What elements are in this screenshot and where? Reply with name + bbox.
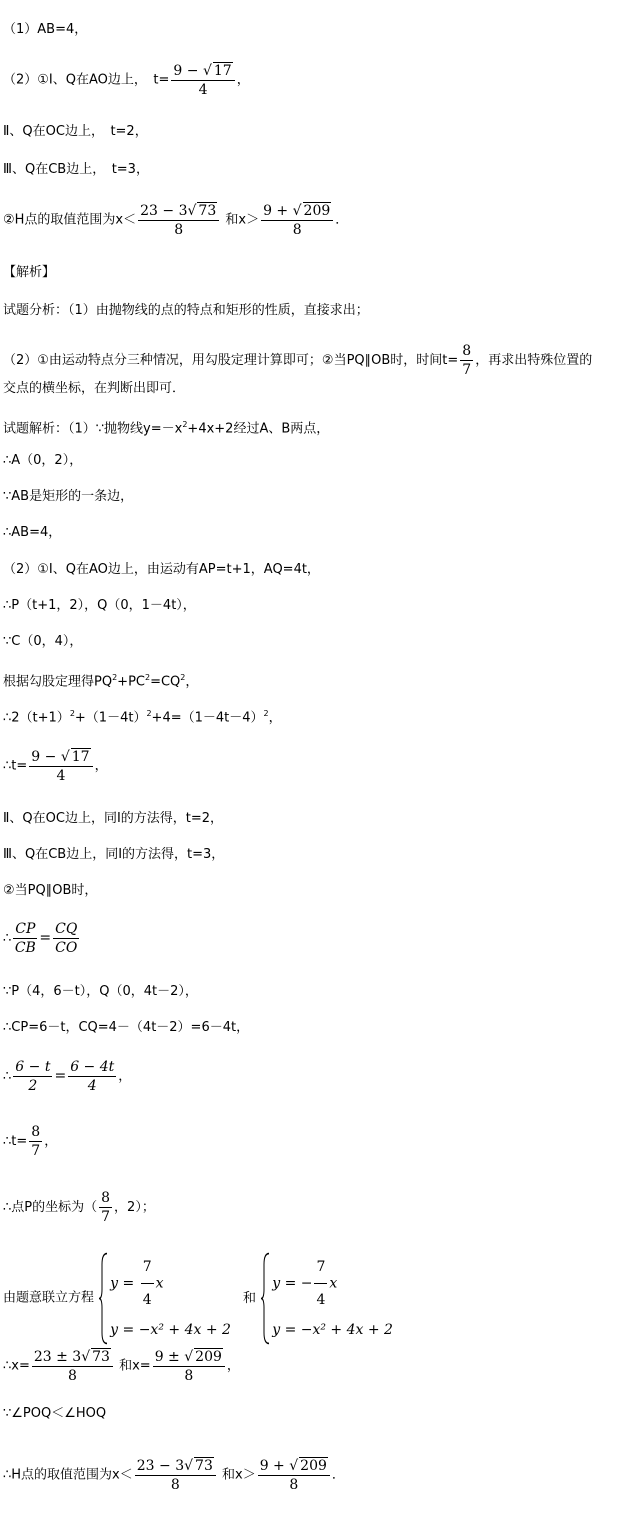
solution-line-6: ∴P（t+1，2），Q（0，1－4t），	[3, 598, 196, 613]
equation-system-2: y = − $\frac{7}{4}$ x y = −x² + 4x + 2	[260, 1252, 393, 1345]
brace-icon	[260, 1252, 270, 1345]
solution-t-eight-sevenths: $\frac{8}{7}$	[31, 1124, 41, 1159]
analysis-line-2: （2）①由运动特点分三种情况，用勾股定理计算即可；②当PQ∥OB时，时间t= $\frac{8}{7}$ ，再求出特殊位置的	[3, 343, 593, 378]
h-range-fraction-1: $\frac{23 - 3√ 73}{8}$	[135, 1457, 216, 1493]
answer-part2-case2: Ⅱ、Q在OC边上， t=2，	[3, 124, 148, 139]
solution-line-4: ∴AB=4，	[3, 525, 62, 540]
x-solution-fraction-1: $\frac{23 \pm 3√ 73}{8}$	[32, 1348, 113, 1384]
solution-line-8: 根据勾股定理得$PQ^2+PC^2=CQ^2$，	[3, 673, 199, 690]
solution-line-22: ∵∠POQ＜∠HOQ	[3, 1406, 107, 1421]
solution-line-3: ∵AB是矩形的一条边，	[3, 489, 134, 504]
solution-line-14: ∴ $\frac{CP}{CB}$ = $\frac{CQ}{CO}$	[3, 921, 78, 956]
x-solution-fraction-2: $\frac{9 \pm √ 209}{8}$	[153, 1348, 225, 1384]
solution-line-23: ∴H点的取值范围为x＜ $\frac{23 - 3√ 73}{8}$ 和x＞ $\frac{9 + √ 209}{8}$ ．	[3, 1458, 345, 1493]
answer-h-fraction-1: $\frac{23 - 3√ 73}{8}$	[138, 202, 219, 238]
solution-line-7: ∵C（0，4），	[3, 634, 83, 649]
solution-line-10: ∴t= $\frac{9 - √ 17}{4}$ ，	[3, 749, 108, 784]
solution-line-13: ②当PQ∥OB时，	[3, 883, 98, 898]
analysis-t-fraction: $\frac{8}{7}$	[462, 343, 472, 378]
point-p-x-fraction: $\frac{8}{7}$	[101, 1190, 111, 1225]
analysis-line-1: 试题分析：（1）由抛物线的点的特点和矩形的性质，直接求出；	[3, 303, 369, 318]
solution-t-fraction: $\frac{9 - √ 17}{4}$	[29, 748, 92, 784]
ratio-fraction-cq-co: $\frac{CQ}{CO}$	[55, 921, 78, 956]
section-heading-jiexi: 【解析】	[3, 265, 56, 280]
equation-system-1: y = $\frac{7}{4}$ x y = −x² + 4x + 2	[98, 1252, 231, 1345]
solution-line-2: ∴A（0，2），	[3, 453, 83, 468]
solution-line-15: ∵P（4，6－t），Q（0，4t－2），	[3, 984, 198, 999]
answer-h-range: ②H点的取值范围为x＜ $\frac{23 - 3√ 73}{8}$ 和x＞ $\frac{9 + √ 209}{8}$ ．	[3, 203, 349, 238]
solution-line-11: Ⅱ、Q在OC边上，同Ⅰ的方法得，t=2，	[3, 811, 224, 826]
ratio-fraction-cp-cb: $\frac{CP}{CB}$	[14, 921, 36, 956]
solution-line-5: （2）①Ⅰ、Q在AO边上，由运动有AP=t+1，AQ=4t，	[3, 562, 320, 577]
solution-line-21: ∴x= $\frac{23 \pm 3√ 73}{8}$ 和x= $\frac{9 \pm √ 209}{8}$ ，	[3, 1349, 240, 1384]
equation-fraction-left: $\frac{6 - t}{2}$	[15, 1059, 51, 1094]
h-range-fraction-2: $\frac{9 + √ 209}{8}$	[258, 1457, 330, 1493]
solution-line-20: 由题意联立方程 y = $\frac{7}{4}$ x y = −x² + 4x + 2 和 y = − $\frac{7}{4}$ x y = −x² + 4x + 2	[3, 1252, 393, 1345]
solution-line-18: ∴t= $\frac{8}{7}$ ，	[3, 1124, 58, 1159]
solution-line-17: ∴ $\frac{6 - t}{2}$ = $\frac{6 - 4t}{4}$ ，	[3, 1059, 132, 1094]
solution-line-19: ∴点P的坐标为（ $\frac{8}{7}$ ，2）；	[3, 1190, 155, 1225]
solution-line-12: Ⅲ、Q在CB边上，同Ⅰ的方法得，t=3，	[3, 847, 225, 862]
equation-fraction-right: $\frac{6 - 4t}{4}$	[70, 1059, 115, 1094]
solution-line-1: 试题解析：（1）∵抛物线$y=-x^2+4x+2$经过A、B两点，	[3, 420, 330, 437]
solution-line-9: $\therefore 2(t+1)^2+(1-4t)^2+4=(1-4t-4)^2$，	[3, 709, 282, 726]
answer-t-fraction: $\frac{9 - √ 17}{4}$	[171, 62, 234, 98]
solution-line-16: ∴CP=6－t，CQ=4－（4t－2）=6－4t，	[3, 1020, 250, 1035]
answer-part2-case1: （2）①Ⅰ、Q在AO边上， t= $\frac{9 - √ 17}{4}$ ，	[3, 63, 250, 98]
answer-part1: （1）AB=4，	[3, 22, 88, 37]
answer-part2-case3: Ⅲ、Q在CB边上， t=3，	[3, 162, 149, 177]
brace-icon	[98, 1252, 108, 1345]
answer-part2-prefix: （2）①Ⅰ、Q在AO边上， t=	[3, 72, 170, 88]
analysis-line-3: 交点的横坐标，在判断出即可．	[3, 381, 186, 396]
answer-h-fraction-2: $\frac{9 + √ 209}{8}$	[261, 202, 333, 238]
